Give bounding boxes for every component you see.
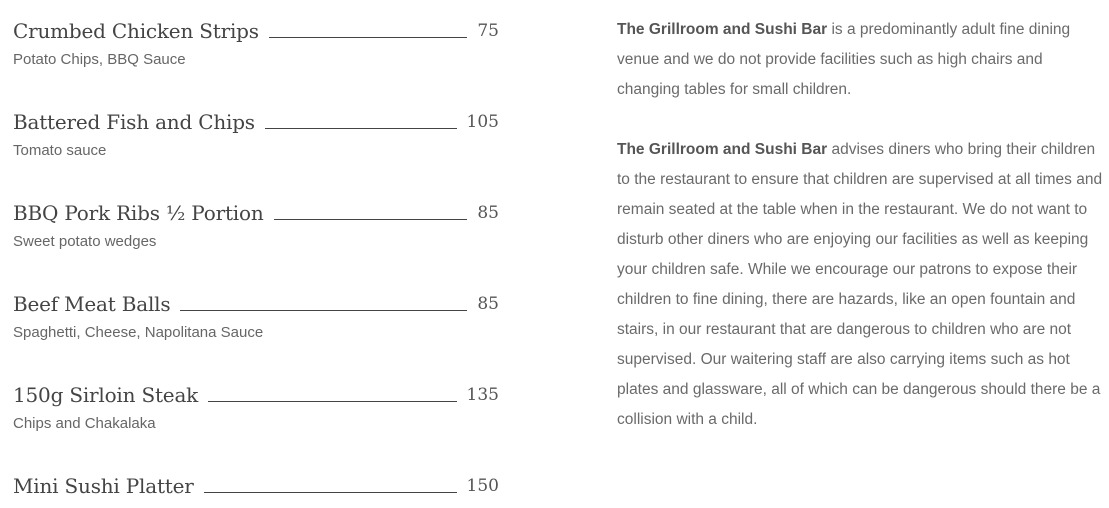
menu-item <box>13 273 499 353</box>
menu-item-description: Tomato sauce <box>13 142 107 159</box>
children-policy <box>617 15 1105 435</box>
menu-item-price: 85 <box>477 294 499 314</box>
menu-item-price: 105 <box>466 112 499 132</box>
menu-item-row <box>13 12 499 44</box>
menu-item-description: Sweet potato wedges <box>13 233 157 250</box>
leader-line <box>204 492 457 493</box>
menu-item-name: Crumbed Chicken Strips <box>13 19 259 43</box>
restaurant-name: The Grillroom and Sushi Bar <box>617 21 828 38</box>
menu-item-name: Mini Sushi Platter <box>13 474 194 498</box>
menu-item-price: 75 <box>477 21 499 41</box>
menu-item-price: 150 <box>466 476 499 496</box>
menu-item-price: 85 <box>477 203 499 223</box>
menu-item <box>13 91 499 171</box>
menu-item-price: 135 <box>466 385 499 405</box>
menu-item <box>13 182 499 262</box>
restaurant-name: The Grillroom and Sushi Bar <box>617 141 828 158</box>
menu-item-name: BBQ Pork Ribs ½ Portion <box>13 201 264 225</box>
menu-item-row <box>13 376 499 408</box>
policy-paragraph <box>617 135 1105 435</box>
menu-item-name: Battered Fish and Chips <box>13 110 255 134</box>
leader-line <box>269 37 468 38</box>
menu-item-row <box>13 467 499 499</box>
leader-line <box>208 401 456 402</box>
menu-item <box>13 455 499 507</box>
menu-item-row <box>13 103 499 135</box>
menu-item <box>13 364 499 444</box>
menu-item <box>13 0 499 80</box>
menu-item-name: Beef Meat Balls <box>13 292 171 316</box>
leader-line <box>265 128 457 129</box>
policy-text: is a predominantly adult fine dining venue and we do not provide facilities such as high chairs and changing tables for small children. <box>617 21 1071 98</box>
menu-item-description: Spaghetti, Cheese, Napolitana Sauce <box>13 324 264 341</box>
menu-item-description: Potato Chips, BBQ Sauce <box>13 51 186 68</box>
leader-line <box>180 310 467 311</box>
menu-item-row <box>13 285 499 317</box>
policy-paragraph <box>617 15 1105 105</box>
leader-line <box>274 219 468 220</box>
policy-text: advises diners who bring their children to the restaurant to ensure that children are supervised at all times and remain seated at the table when in the restaurant. We do not want to disturb other diners who are enjoying our facilities as well as keeping your children safe. While we encourage our patrons to expose their children to fine dining, there are hazards, like an open fountain and stairs, in our restaurant that are dangerous to children who are not supervised. Our waitering staff are also carrying items such as hot plates and glassware, all of which can be dangerous should there be a collision with a child. <box>617 141 1103 428</box>
menu-item-description: Chips and Chakalaka <box>13 415 156 432</box>
menu-item-name: 150g Sirloin Steak <box>13 383 199 407</box>
menu-item-row <box>13 194 499 226</box>
